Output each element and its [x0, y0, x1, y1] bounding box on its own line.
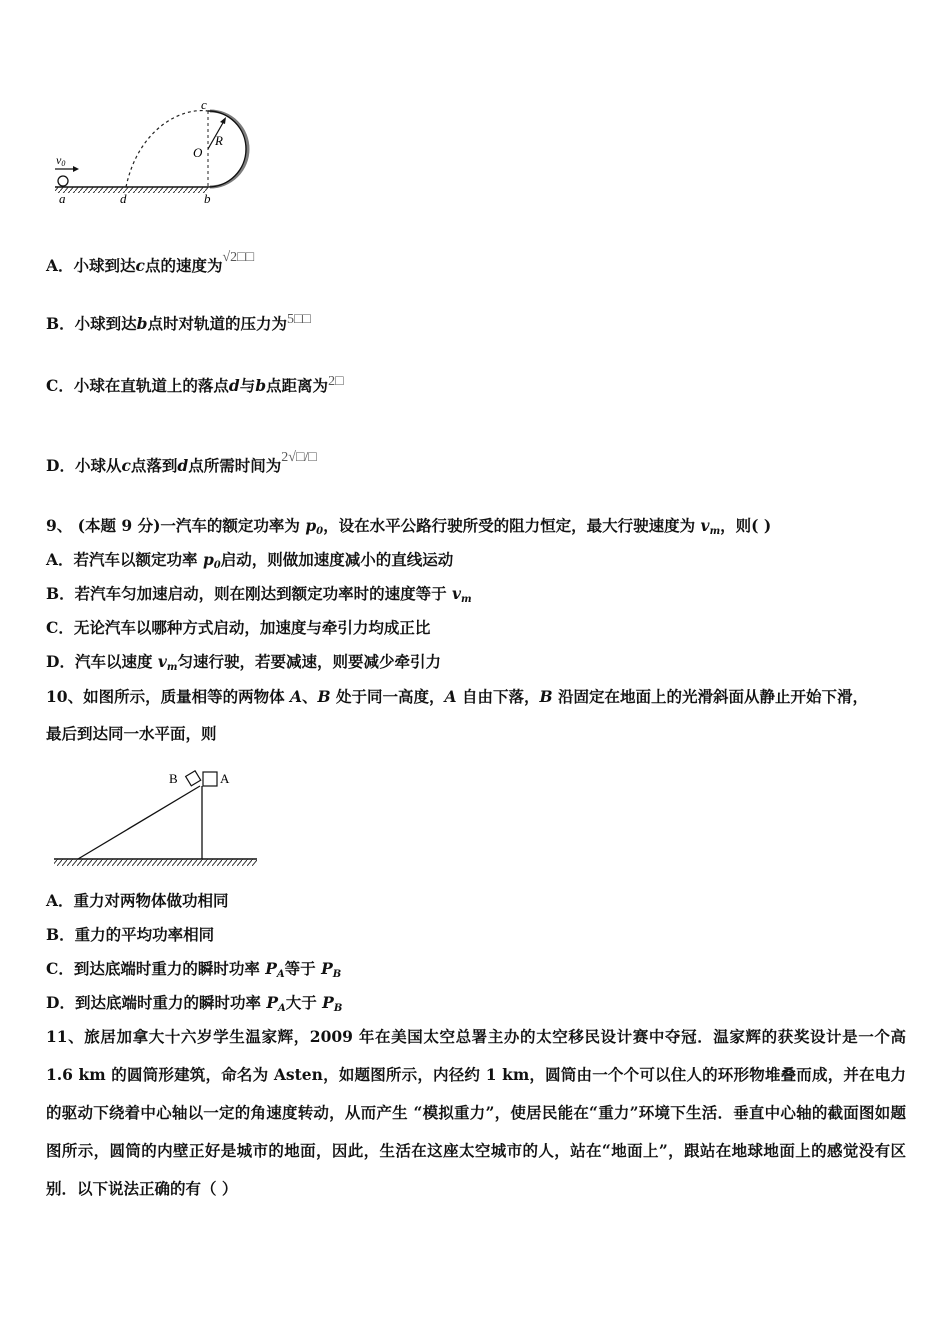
incline-figure [52, 764, 262, 872]
q9-option-c: C．无论汽车以哪种方式启动，加速度与牵引力均成正比 [46, 618, 431, 637]
q9-option-a: A．若汽车以额定功率 $p_0$启动，则做加速度减小的直线运动 [46, 550, 454, 571]
q10-option-b: B．重力的平均功率相同 [46, 925, 215, 944]
q10-stem-line1: 10、如图所示，质量相等的两物体 A、B 处于同一高度，A 自由下落，B 沿固定在地面上的光滑斜面从静止开始下滑， [46, 687, 868, 706]
q8-option-d-formula: 2√□/□ [281, 450, 317, 465]
label-a: a [59, 191, 66, 206]
q11-stem: 11、旅居加拿大十六岁学生温家辉，2009 年在美国太空总署主办的太空移民设计赛中夺冠．温家辉的获奖设计是一个高 1.6 km 的圆筒形建筑，命名为 Asten，如题图所示，内径约 1 km，圆筒由一个个可以住人的环形物堆叠而成，并在电力的驱动下绕着中心轴以一定的角速度转动，从而产生 “模拟重力”，使居民能在“重力”环境下生活．垂直中心轴的截面图如题图所示，圆筒的内壁正好是城市的地面，因此，生活在这座太空城市的人，站在“地面上”，跟站在地球地面上的感觉没有区别．以下说法正确的有（ ） [46, 1027, 906, 1198]
q10-option-d: D．到达底端时重力的瞬时功率 $P_A$大于 $P_B$ [46, 993, 343, 1014]
q10-option-a: A．重力对两物体做功相同 [46, 891, 229, 910]
loop-track-figure [50, 95, 260, 215]
q10-option-c: C．到达底端时重力的瞬时功率 $P_A$等于 $P_B$ [46, 959, 342, 980]
ground-hatch-2 [54, 859, 257, 866]
q8-option-b-formula: 5□□ [286, 312, 311, 327]
ground-hatch [55, 187, 208, 193]
semicircle-track-shadow [210, 111, 248, 187]
q9-option-b: B．若汽车匀加速启动，则在刚达到额定功率时的速度等于 $v_m$ [46, 584, 472, 605]
q9-option-d: D．汽车以速度 $v_m$匀速行驶，若要减速，则要减少牵引力 [46, 652, 441, 673]
label-R: R [215, 133, 223, 148]
label-block-a: A [220, 771, 230, 786]
label-d: d [120, 191, 127, 206]
block-b [186, 771, 201, 786]
block-a [203, 772, 217, 786]
label-block-b: B [169, 771, 178, 786]
label-O: O [193, 145, 203, 160]
label-c: c [201, 97, 207, 112]
q8-option-a-formula: √2□□ [222, 250, 255, 265]
label-b: b [204, 191, 211, 206]
q8-option-d: D．小球从c点落到d点所需时间为2√□/□ [46, 450, 317, 475]
label-v0: v0 [56, 153, 66, 168]
q8-option-c-formula: 2□ [328, 374, 344, 389]
q8-option-b: B．小球到达b点时对轨道的压力为5□□ [46, 312, 311, 333]
q9-stem: 9、 (本题 9 分)一汽车的额定功率为 $p_0$，设在水平公路行驶所受的阻力恒定，最大行驶速度为 $v_m$，则( ) [46, 516, 772, 537]
q8-option-c: C．小球在直轨道上的落点d与b点距离为2□ [46, 374, 344, 395]
radius-arrowhead [220, 117, 226, 124]
velocity-arrowhead [73, 166, 79, 172]
q10-stem-line2: 最后到达同一水平面，则 [46, 724, 217, 743]
ball [58, 176, 68, 186]
semicircle-track [208, 111, 246, 187]
incline-slope [78, 786, 200, 859]
q8-option-a: A．小球到达c点的速度为√2□□ [46, 250, 255, 275]
